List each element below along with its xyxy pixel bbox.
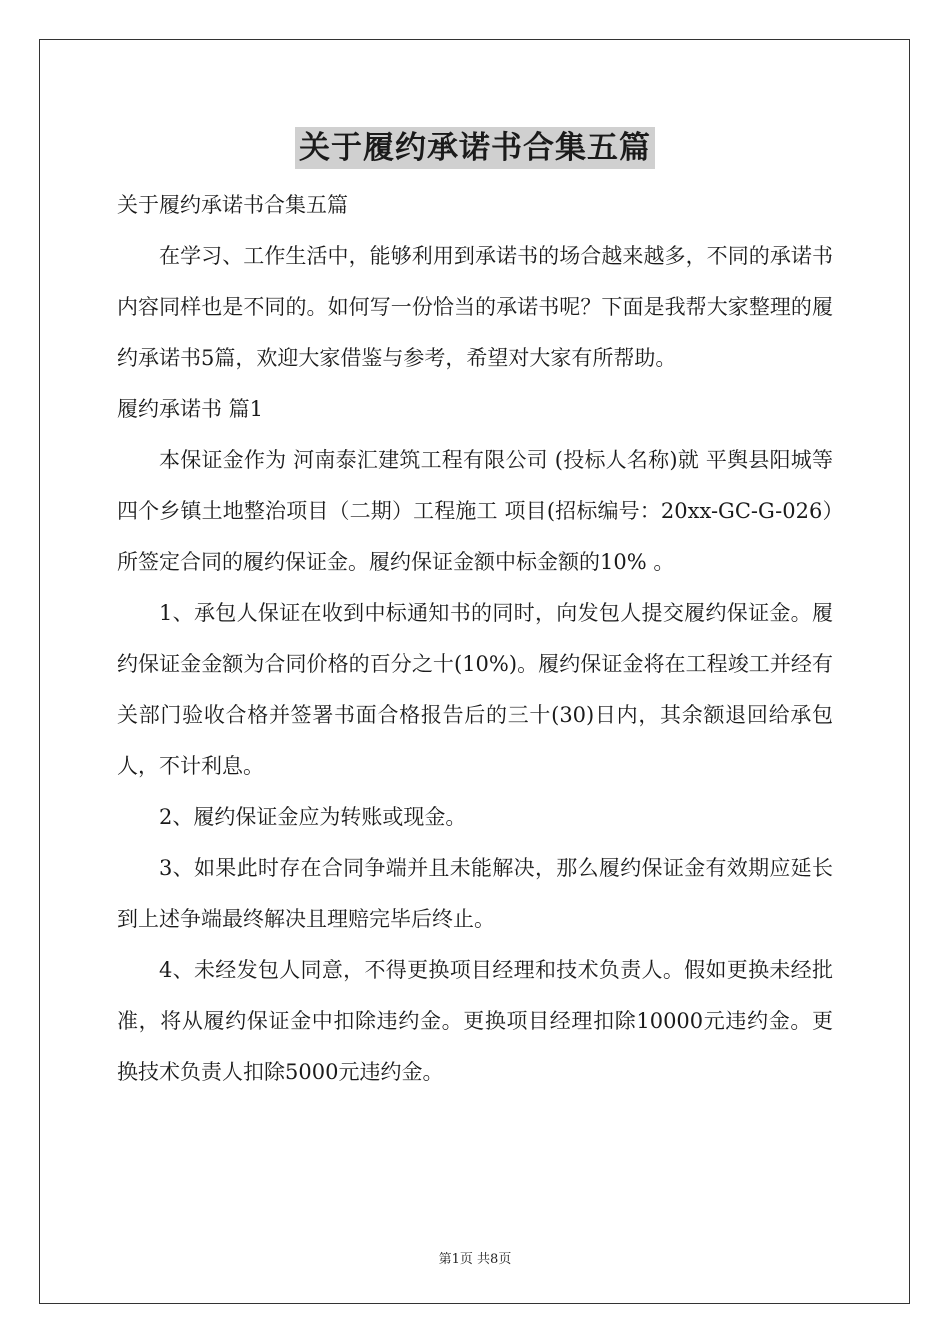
title-container bbox=[0, 127, 950, 169]
body-paragraph: 1、承包人保证在收到中标通知书的同时，向发包人提交履约保证金。履约保证金金额为合同价格的百分之十(10%)。履约保证金将在工程竣工并经有关部门验收合格并签署书面合格报告后的三十(30)日内，其余额退回给承包人，不计利息。 bbox=[117, 601, 833, 778]
document-body bbox=[117, 180, 833, 1098]
document-title: 关于履约承诺书合集五篇 bbox=[295, 127, 655, 169]
body-paragraph: 本保证金作为 河南泰汇建筑工程有限公司 (投标人名称)就 平舆县阳城等四个乡镇土地整治项目（二期）工程施工 项目(招标编号：20xx-GC-G-026）所签定合同的履约保证金。履约保证金额中标金额的10% 。 bbox=[117, 448, 833, 574]
body-paragraph: 3、如果此时存在合同争端并且未能解决，那么履约保证金有效期应延长到上述争端最终解决且理赔完毕后终止。 bbox=[117, 856, 833, 931]
intro-paragraph: 在学习、工作生活中，能够利用到承诺书的场合越来越多，不同的承诺书内容同样也是不同的。如何写一份恰当的承诺书呢？下面是我帮大家整理的履约承诺书5篇，欢迎大家借鉴与参考，希望对大家有所帮助。 bbox=[117, 244, 833, 370]
section-heading: 履约承诺书 篇1 bbox=[117, 397, 264, 421]
document-subtitle: 关于履约承诺书合集五篇 bbox=[117, 193, 348, 217]
body-paragraph: 4、未经发包人同意，不得更换项目经理和技术负责人。假如更换未经批准，将从履约保证金中扣除违约金。更换项目经理扣除10000元违约金。更换技术负责人扣除5000元违约金。 bbox=[117, 958, 833, 1084]
page-number: 第1页 共8页 bbox=[438, 1252, 512, 1267]
body-paragraph: 2、履约保证金应为转账或现金。 bbox=[159, 805, 467, 829]
